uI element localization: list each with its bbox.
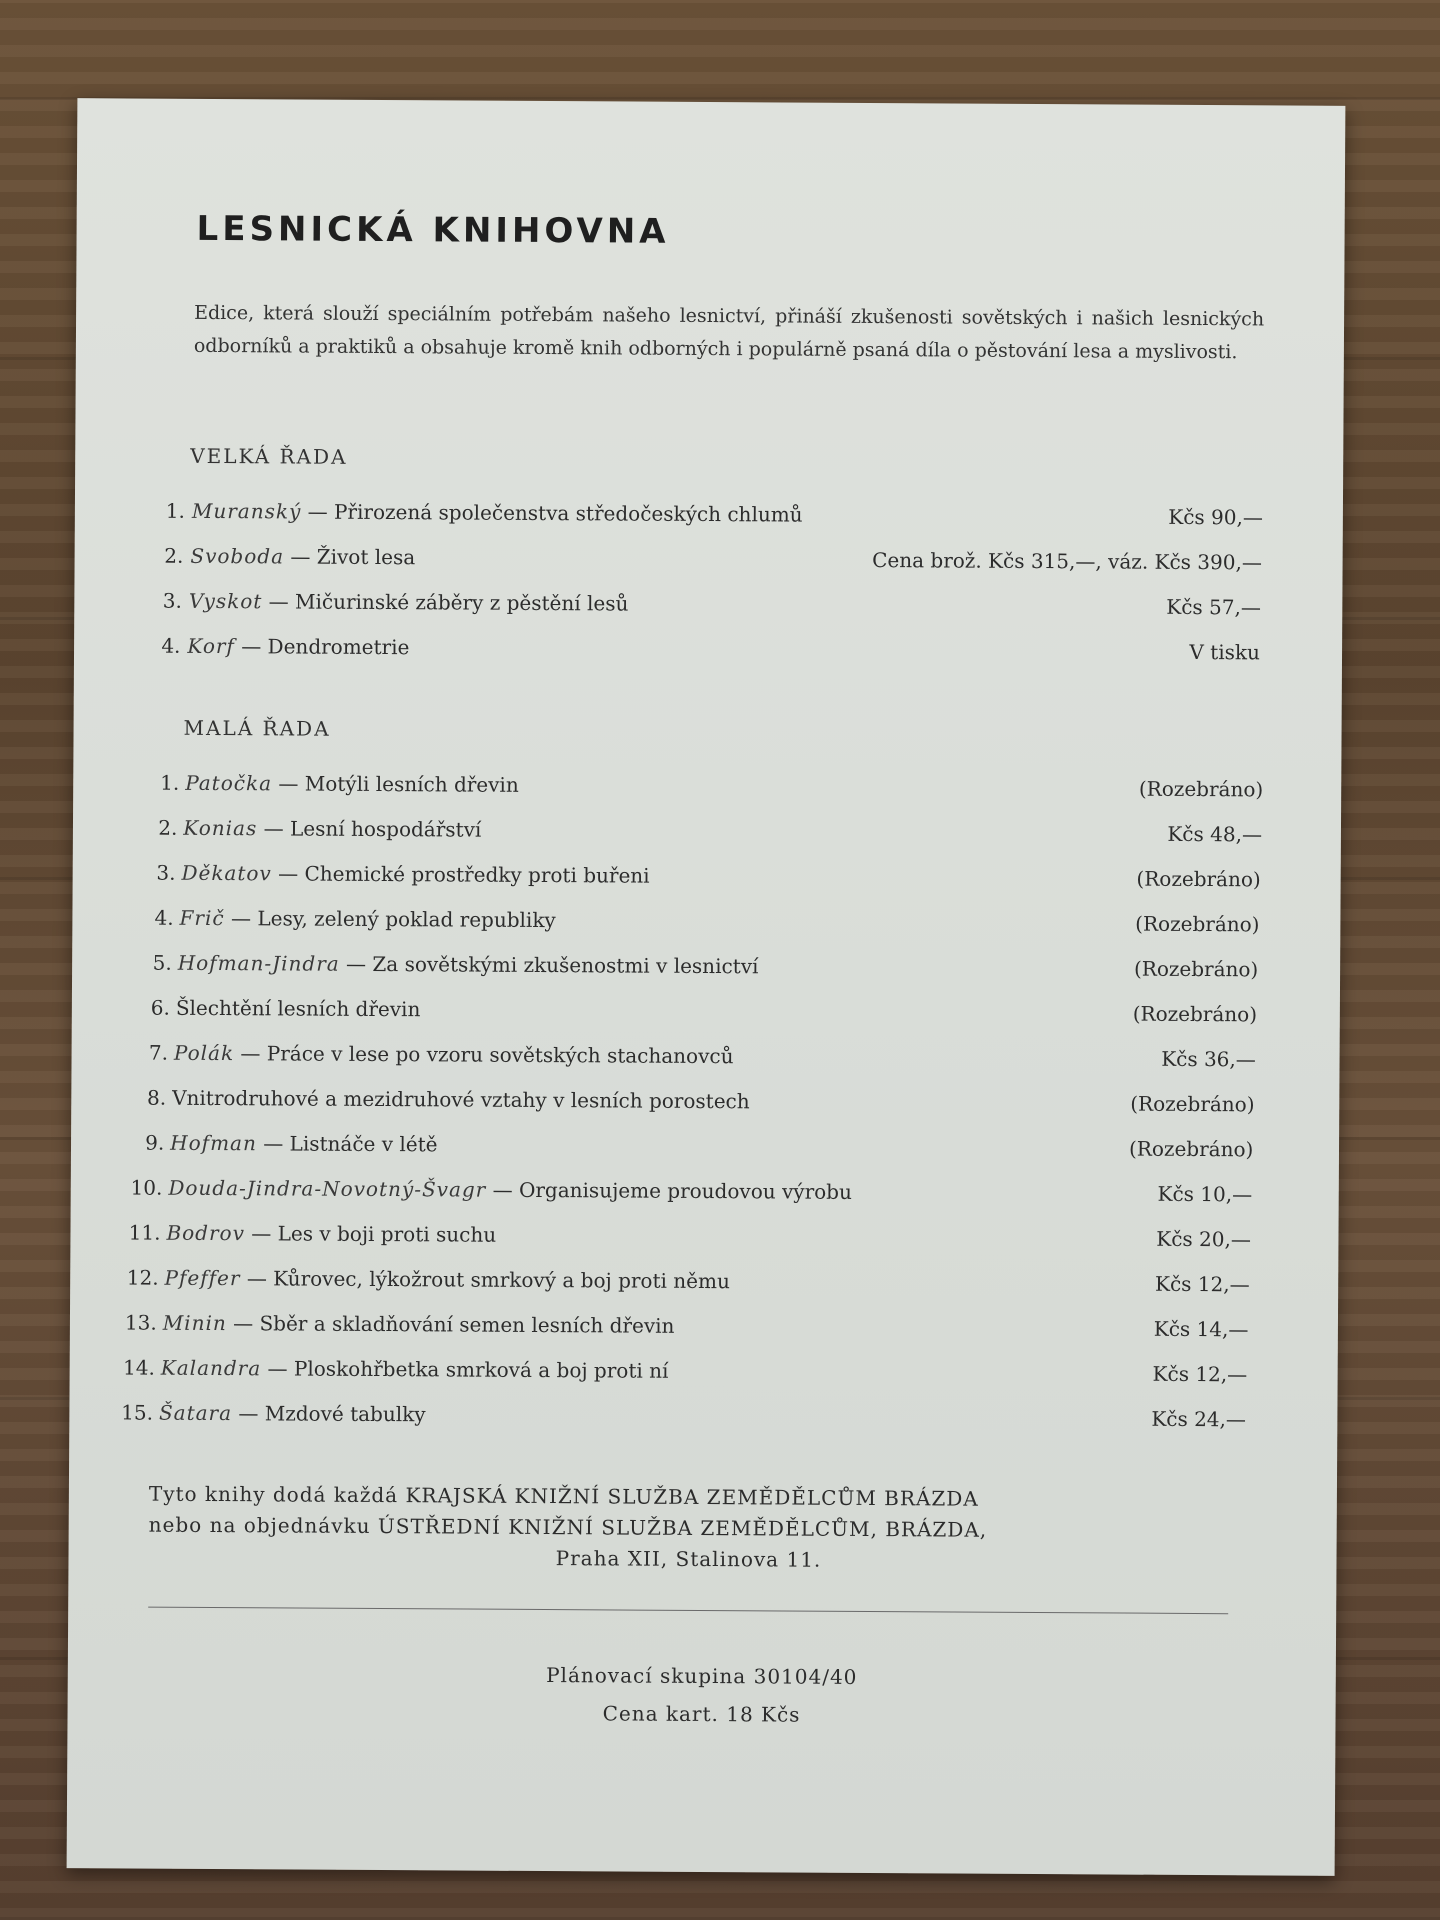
item-text xyxy=(170,1131,437,1157)
item-author: Bodrov xyxy=(166,1220,246,1246)
plan-info xyxy=(67,1653,1335,1737)
list-item xyxy=(71,1130,1339,1174)
item-text xyxy=(183,816,481,842)
item-author: Děkatov xyxy=(181,860,272,886)
item-separator: — xyxy=(290,544,311,569)
item-price: (Rozebráno) xyxy=(1130,1091,1255,1117)
item-title: Mzdové tabulky xyxy=(264,1401,426,1427)
item-author: Vyskot xyxy=(188,588,263,614)
item-price: Kčs 12,— xyxy=(1154,1271,1250,1297)
item-number: 1. xyxy=(165,498,185,523)
item-number: 15. xyxy=(121,1400,154,1425)
item-price: Kčs 10,— xyxy=(1157,1181,1253,1207)
distribution-address: Praha XII, Stalinova 11. xyxy=(555,1546,822,1572)
item-price: Kčs 90,— xyxy=(1168,504,1263,530)
list-item xyxy=(74,543,1342,587)
list-item xyxy=(71,1085,1339,1129)
item-price: (Rozebráno) xyxy=(1128,1136,1254,1162)
item-separator: — xyxy=(263,816,284,841)
intro-paragraph: Edice, která slouží speciálním potřebám našeho lesnictví, přináší zkušenosti sovětských i našich lesnických odborníků a praktiků a obsahuje kromě knih odborných i populárně psaná díla o pěstování lesa a myslivosti. xyxy=(193,301,1265,364)
item-separator: — xyxy=(267,1356,288,1381)
item-title: Ploskohřbetka smrková a boj proti ní xyxy=(293,1356,669,1383)
item-number: 2. xyxy=(164,543,184,568)
distribution-line-1: Tyto knihy dodá každá KRAJSKÁ KNIŽNÍ SLUŽBA ZEMĚDĚLCŮM BRÁZDA xyxy=(148,1481,979,1511)
item-separator: — xyxy=(278,771,299,796)
item-title: Motýli lesních dřevin xyxy=(304,771,519,797)
item-author: Polák xyxy=(173,1040,235,1066)
item-price: Kčs 24,— xyxy=(1151,1406,1247,1432)
item-number: 7. xyxy=(148,1040,169,1065)
item-text xyxy=(159,1401,426,1427)
item-author: Frič xyxy=(179,905,225,931)
item-author: Korf xyxy=(187,633,235,659)
item-separator: — xyxy=(246,1266,267,1291)
item-separator: — xyxy=(233,1311,254,1336)
item-separator: — xyxy=(263,1131,284,1156)
item-text xyxy=(161,1356,669,1383)
item-title: Lesní hospodářství xyxy=(289,816,482,842)
item-number: 10. xyxy=(130,1175,163,1200)
list-item xyxy=(69,1400,1337,1444)
item-price: Kčs 57,— xyxy=(1166,594,1261,620)
item-separator: — xyxy=(238,1401,259,1426)
list-item xyxy=(70,1355,1338,1399)
list-item xyxy=(70,1220,1338,1264)
item-price: (Rozebráno) xyxy=(1138,776,1264,802)
item-author: Konias xyxy=(183,815,258,841)
item-text xyxy=(192,499,803,527)
divider xyxy=(148,1607,1228,1615)
item-text xyxy=(166,1221,496,1247)
item-price: (Rozebráno) xyxy=(1133,956,1259,982)
item-separator: — xyxy=(230,906,252,931)
item-author: Patočka xyxy=(185,770,273,796)
item-title: Práce v lese po vzoru sovětských stachanovců xyxy=(266,1041,734,1069)
item-price: Cena brož. Kčs 315,—, váz. Kčs 390,— xyxy=(872,548,1262,575)
item-text xyxy=(187,634,409,659)
item-number: 11. xyxy=(128,1220,161,1245)
item-title: Listnáče v létě xyxy=(289,1131,438,1157)
section-title-mala-rada: MALÁ ŘADA xyxy=(183,715,331,741)
item-price: Kčs 48,— xyxy=(1167,821,1263,847)
item-separator: — xyxy=(492,1177,513,1202)
item-author: Hofman xyxy=(170,1130,257,1156)
page-title: LESNICKÁ KNIHOVNA xyxy=(196,208,670,252)
item-number: 3. xyxy=(156,860,176,885)
item-title: Vnitrodruhové a mezidruhové vztahy v lesních porostech xyxy=(172,1085,750,1114)
list-item xyxy=(72,905,1340,949)
item-author: Muranský xyxy=(191,498,302,524)
item-price: V tisku xyxy=(1189,639,1260,665)
item-separator: — xyxy=(251,1221,272,1246)
item-number: 3. xyxy=(162,588,183,613)
item-text xyxy=(174,1041,734,1068)
item-title: Les v boji proti suchu xyxy=(277,1221,497,1247)
item-number: 14. xyxy=(122,1355,155,1380)
list-item xyxy=(73,815,1341,859)
item-number: 4. xyxy=(161,633,181,658)
item-separator: — xyxy=(241,634,262,659)
list-item xyxy=(70,1310,1338,1354)
item-text xyxy=(163,1311,675,1338)
item-author: Douda-Jindra-Novotný-Švagr xyxy=(168,1175,487,1202)
item-author: Hofman-Jindra xyxy=(177,950,340,976)
book-back-cover xyxy=(67,98,1346,1876)
item-title: Organisujeme proudovou výrobu xyxy=(518,1177,852,1204)
item-text xyxy=(190,544,415,569)
velka-rada-list xyxy=(75,498,1343,665)
item-title: Život lesa xyxy=(316,544,416,570)
item-title: Přirozená společenstva středočeských chlumů xyxy=(333,499,803,527)
item-text xyxy=(176,996,421,1021)
item-number: 8. xyxy=(146,1085,167,1110)
item-text xyxy=(165,1266,730,1293)
item-separator: — xyxy=(268,589,289,614)
item-number: 13. xyxy=(124,1310,157,1335)
item-title: Za sovětskými zkušenostmi v lesnictví xyxy=(372,951,759,979)
item-number: 9. xyxy=(145,1130,165,1155)
item-number: 12. xyxy=(126,1265,159,1290)
item-price: Kčs 12,— xyxy=(1152,1361,1248,1387)
list-item xyxy=(71,1175,1339,1219)
item-title: Lesy, zelený poklad republiky xyxy=(257,906,556,933)
list-item xyxy=(75,498,1343,542)
item-title: Dendrometrie xyxy=(267,634,410,660)
item-text xyxy=(178,951,759,979)
item-number: 5. xyxy=(152,950,172,975)
list-item xyxy=(72,950,1340,994)
item-title: Šlechtění lesních dřevin xyxy=(175,995,421,1022)
item-author: Pfeffer xyxy=(164,1265,241,1291)
item-price: Kčs 14,— xyxy=(1153,1316,1249,1342)
item-title: Kůrovec, lýkožrout smrkový a boj proti němu xyxy=(273,1266,730,1294)
item-price: (Rozebráno) xyxy=(1136,866,1261,892)
item-text xyxy=(168,1176,852,1204)
item-author: Minin xyxy=(162,1310,227,1336)
distribution-note xyxy=(148,1479,1229,1579)
item-author: Svoboda xyxy=(190,543,285,569)
item-price: (Rozebráno) xyxy=(1135,911,1260,937)
item-separator: — xyxy=(346,951,367,976)
item-title: Chemické prostředky proti buřeni xyxy=(304,861,650,888)
list-item xyxy=(72,995,1340,1039)
list-item xyxy=(73,770,1341,814)
item-separator: — xyxy=(240,1041,261,1066)
card-price: Cena kart. 18 Kčs xyxy=(602,1701,801,1727)
planning-group: Plánovací skupina 30104/40 xyxy=(546,1663,858,1689)
item-title: Sběr a skladňování semen lesních dřevin xyxy=(259,1311,675,1338)
mala-rada-list xyxy=(73,770,1341,1432)
item-title: Mičurinské záběry z pěstění lesů xyxy=(294,589,629,616)
item-number: 1. xyxy=(160,770,180,795)
list-item xyxy=(71,1040,1339,1084)
item-author: Šatara xyxy=(158,1400,233,1426)
list-item xyxy=(70,1265,1338,1309)
item-text xyxy=(189,589,629,616)
item-separator: — xyxy=(278,861,299,886)
item-price: Kčs 36,— xyxy=(1161,1046,1256,1072)
item-text xyxy=(172,1086,750,1114)
item-number: 2. xyxy=(158,815,178,840)
item-separator: — xyxy=(307,499,328,524)
distribution-line-2: nebo na objednávku ÚSTŘEDNÍ KNIŽNÍ SLUŽBA ZEMĚDĚLCŮM, BRÁZDA, xyxy=(148,1512,988,1542)
item-author: Kalandra xyxy=(160,1355,262,1381)
item-number: 6. xyxy=(150,995,170,1020)
item-text xyxy=(181,861,649,888)
list-item xyxy=(73,860,1341,904)
item-number: 4. xyxy=(154,905,174,930)
item-price: (Rozebráno) xyxy=(1132,1001,1258,1027)
item-text xyxy=(185,771,519,797)
list-item xyxy=(74,633,1342,677)
section-title-velka-rada: VELKÁ ŘADA xyxy=(190,443,348,469)
item-text xyxy=(180,906,556,932)
list-item xyxy=(74,588,1342,632)
item-price: Kčs 20,— xyxy=(1156,1226,1251,1252)
